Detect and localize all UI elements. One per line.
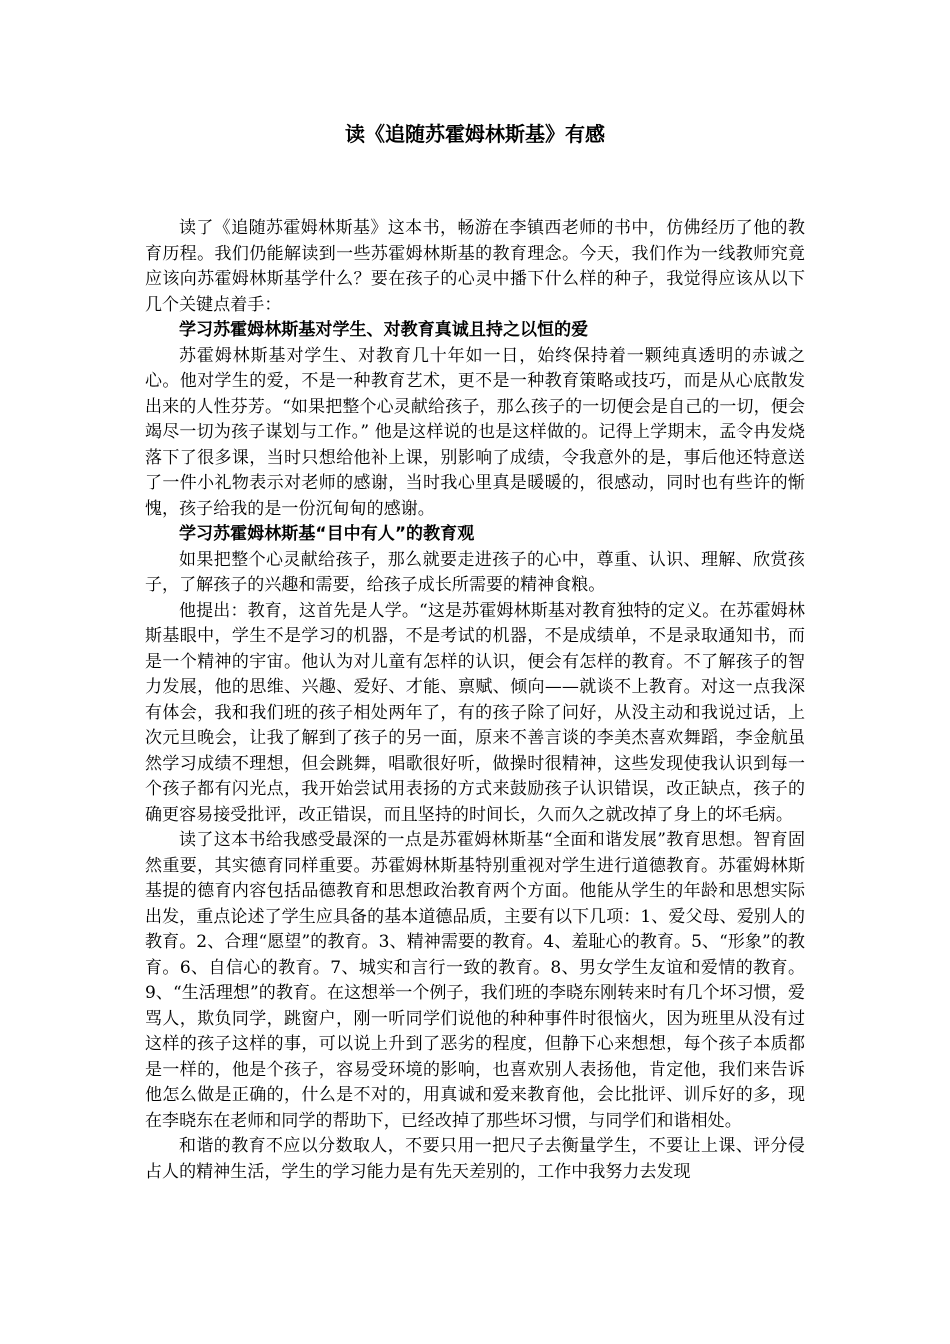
paragraph-devote-heart: 如果把整个心灵献给孩子，那么就要走进孩子的心中，尊重、认识、理解、欣赏孩子，了解孩子的兴趣和需要，给孩子成长所需要的精神食粮。 [145, 549, 805, 595]
paragraph-intro: 读了《追随苏霍姆林斯基》这本书，畅游在李镇西老师的书中，仿佛经历了他的教育历程。我们仍能解读到一些苏霍姆林斯基的教育理念。今天，我们作为一线教师究竟应该向苏霍姆林斯基学什么？要在孩子的心灵中播下什么样的种子，我觉得应该从以下几个关键点着手： [145, 218, 805, 315]
paragraph-no-single-ruler: 和谐的教育不应以分数取人，不要只用一把尺子去衡量学生，不要让上课、评分侵占人的精神生活，学生的学习能力是有先天差别的，工作中我努力去发现 [145, 1136, 805, 1182]
paragraph-education-is-humanity: 他提出：教育，这首先是人学。“这是苏霍姆林斯基对教育独特的定义。在苏霍姆林斯基眼中，学生不是学习的机器，不是考试的机器，不是成绩单，不是录取通知书，而是一个精神的宇宙。他认为对儿童有怎样的认识，便会有怎样的教育。不了解孩子的智力发展，他的思维、兴趣、爱好、才能、禀赋、倾向——就谈不上教育。对这一点我深有体会，我和我们班的孩子相处两年了，有的孩子除了问好，从没主动和我说过话，上次元旦晚会，让我了解到了孩子的另一面，原来不善言谈的李美杰喜欢舞蹈，李金航虽然学习成绩不理想，但会跳舞，唱歌很好听，做操时很精神，这些发现使我认识到每一个孩子都有闪光点，我开始尝试用表扬的方式来鼓励孩子认识错误，改正缺点，孩子的确更容易接受批评，改正错误，而且坚持的时间长，久而久之就改掉了身上的坏毛病。 [145, 600, 805, 825]
section-heading-people-oriented: 学习苏霍姆林斯基“目中有人”的教育观 [179, 524, 475, 544]
paragraph-harmonious-development: 读了这本书给我感受最深的一点是苏霍姆林斯基“全面和谐发展”教育思想。智育固然重要，其实德育同样重要。苏霍姆林斯基特别重视对学生进行道德教育。苏霍姆林斯基提的德育内容包括品德教育和思想政治教育两个方面。他能从学生的年龄和思想实际出发，重点论述了学生应具备的基本道德品质，主要有以下几项：1、爱父母、爱别人的教育。2、合理“愿望”的教育。3、精神需要的教育。4、羞耻心的教育。5、“形象”的教育。6、自信心的教育。7、城实和言行一致的教育。8、男女学生友谊和爱情的教育。9、“生活理想”的教育。在这想举一个例子，我们班的李晓东刚转来时有几个坏习惯，爱骂人，欺负同学，跳窗户，刚一听同学们说他的种种事件时很恼火，因为班里从没有过这样的孩子这样的事，可以说上升到了恶劣的程度，但静下心来想想，每个孩子本质都是一样的，他是个孩子，容易受环境的影响，也喜欢别人表扬他，肯定他，我们来告诉他怎么做是正确的，什么是不对的，用真诚和爱来教育他，会比批评、训斥好的多，现在李晓东在老师和同学的帮助下，已经改掉了那些坏习惯，与同学们和谐相处。 [145, 830, 805, 1131]
document-body [145, 216, 805, 1185]
paragraph-sincere-love: 苏霍姆林斯基对学生、对教育几十年如一日，始终保持着一颗纯真透明的赤诚之心。他对学生的爱，不是一种教育艺术，更不是一种教育策略或技巧，而是从心底散发出来的人性芬芳。“如果把整个心灵献给孩子，那么孩子的一切便会是自己的一切，便会竭尽一切为孩子谋划与工作。” 他是这样说的也是这样做的。记得上学期末，孟令冉发烧落下了很多课，当时只想给他补上课，别影响了成绩，令我意外的是，事后他还特意送了一件小礼物表示对老师的感谢，当时我心里真是暖暖的，很感动，同时也有些许的惭愧，孩子给我的是一份沉甸甸的感谢。 [145, 345, 805, 519]
document-title: 读《追随苏霍姆林斯基》有感 [345, 122, 605, 146]
section-heading-sincere-love: 学习苏霍姆林斯基对学生、对教育真诚且持之以恒的爱 [179, 320, 589, 340]
